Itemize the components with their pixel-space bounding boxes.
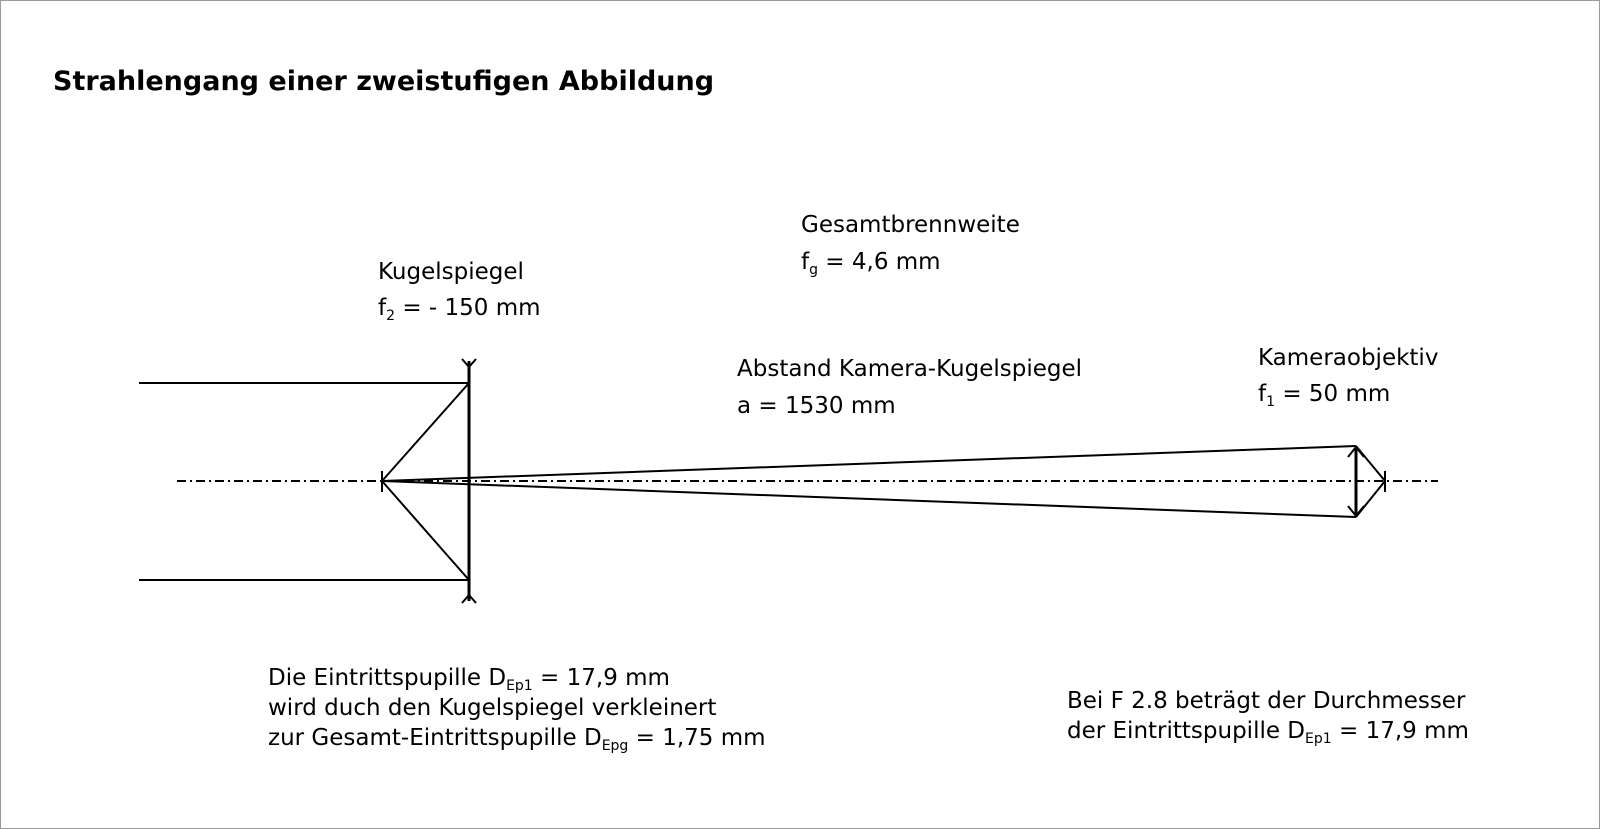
diagram-title: Strahlengang einer zweistufigen Abbildung <box>53 66 715 97</box>
note-left-line1: Die Eintrittspupille $D_{Ep1} = 17,9$ mm <box>268 665 670 694</box>
converging-ray-bottom <box>382 481 469 580</box>
camera-lens-heading: Kameraobjektiv <box>1258 345 1439 371</box>
note-left-line3: zur Gesamt-Eintrittspupille $D_{Epg} = 1,75$ mm <box>268 725 766 754</box>
converging-ray-top <box>382 383 469 481</box>
total-focal-heading: Gesamtbrennweite <box>801 212 1020 238</box>
ray-cone-top <box>382 446 1356 481</box>
distance-heading: Abstand Kamera-Kugelspiegel <box>737 356 1083 382</box>
mirror-heading: Kugelspiegel <box>378 259 524 285</box>
camera-lens-focal-value: $f_1 = 50$ mm <box>1258 381 1391 410</box>
mirror-focal-value: $f_2$ = - 150 mm <box>378 295 541 324</box>
distance-value: a = 1530 mm <box>737 393 896 419</box>
ray-cone-bottom <box>382 481 1356 517</box>
note-left-line2: wird duch den Kugelspiegel verkleinert <box>268 695 717 721</box>
note-right-line1: Bei F 2.8 beträgt der Durchmesser <box>1067 688 1466 714</box>
note-right-line2: der Eintrittspupille $D_{Ep1} = 17,9$ mm <box>1067 718 1469 747</box>
total-focal-value: $f_g = 4,6$ mm <box>801 249 941 278</box>
